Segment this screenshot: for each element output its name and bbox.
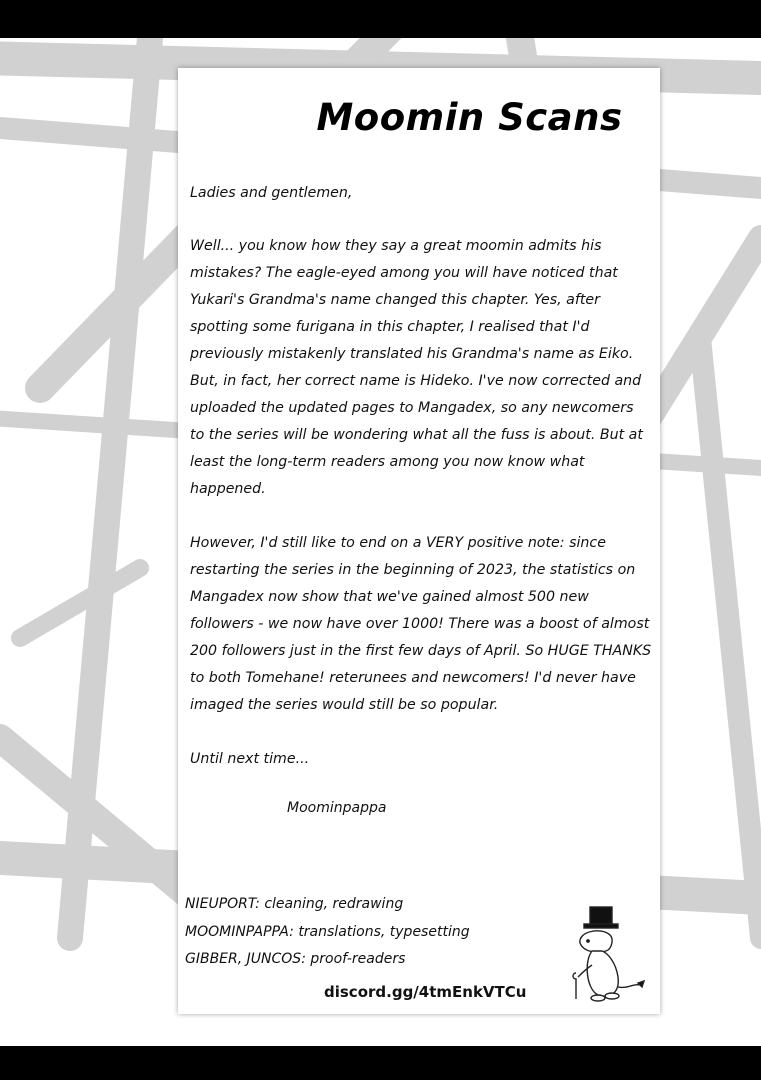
- paragraph-2: However, I'd still like to end on a VERY positive note: since restarting the series in the beginning of 2023, the statistics on Mangadex now show that we've gained almost 500 new followers - we now have over 1000! There was a boost of almost 200 followers just in the first few days of April. So HUGE THANKS to both Tomehane! reterunees and newcomers! I'd never have imaged the series would still be so popular.: [190, 535, 652, 713]
- signature: Moominpappa: [287, 800, 387, 816]
- credit-line: GIBBER, JUNCOS: proof-readers: [185, 951, 406, 967]
- paragraph-1: Well... you know how they say a great moomin admits his mistakes? The eagle-eyed among you will have noticed that Yukari's Grandma's name changed this chapter. Yes, after spotting some furigana in this chapter, I realised that I'd previously mistakenly translated his Grandma's name as Eiko. But, in fact, her correct name is Hideko. I've now corrected and uploaded the updated pages to Mangadex, so any newcomers to the series will be wondering what all the fuss is about. But at least the long-term readers among you now know what happened.: [190, 238, 643, 497]
- discord-link[interactable]: discord.gg/4tmEnkVTCu: [324, 983, 527, 1001]
- salutation: Ladies and gentlemen,: [190, 185, 353, 201]
- top-black-bar: [0, 0, 761, 38]
- page-title: Moomin Scans: [316, 96, 623, 139]
- bottom-black-bar: [0, 1046, 761, 1080]
- closing-line: Until next time...: [190, 751, 310, 767]
- moominpappa-icon: [562, 903, 646, 1003]
- credit-line: NIEUPORT: cleaning, redrawing: [185, 896, 404, 912]
- credit-line: MOOMINPAPPA: translations, typesetting: [185, 923, 470, 940]
- credits-list: [185, 891, 525, 974]
